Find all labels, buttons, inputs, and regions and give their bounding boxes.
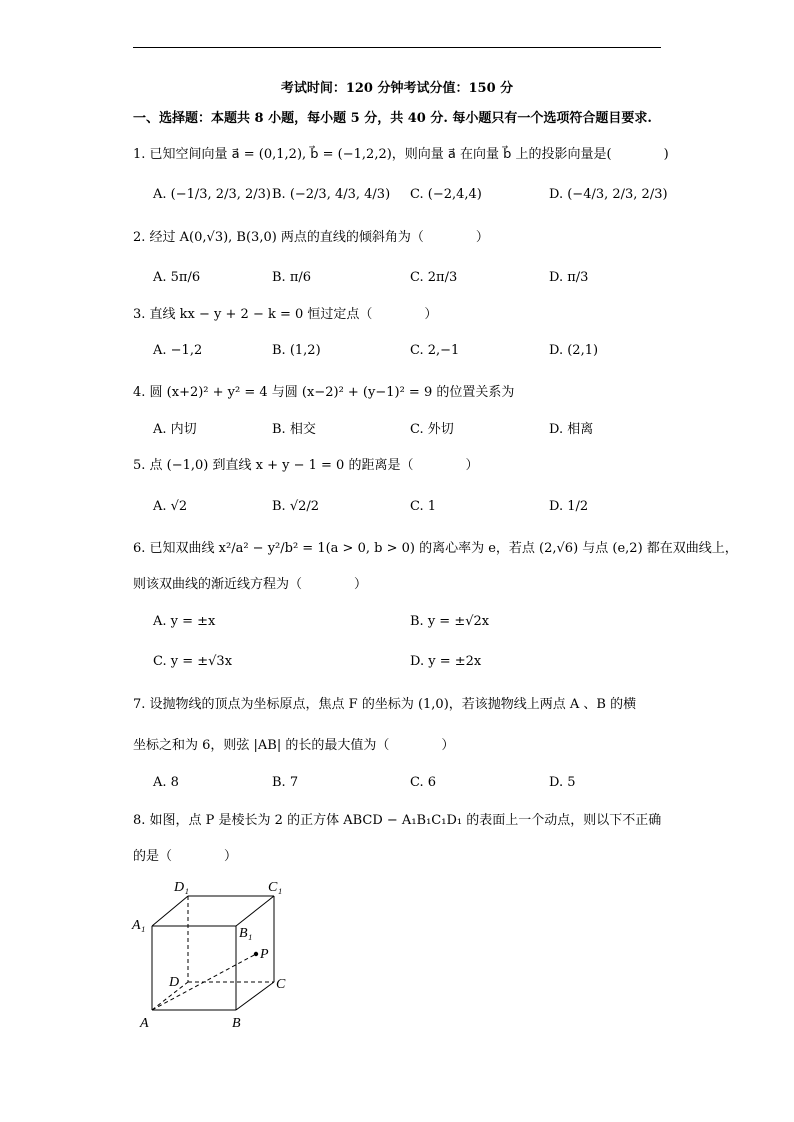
question-3-option-a: A. −1,2 <box>153 343 203 358</box>
question-4-option-d: D. 相离 <box>549 422 594 437</box>
question-2-option-d: D. π/3 <box>549 270 589 285</box>
question-1-stem: 1. 已知空间向量 a⃗ = (0,1,2), b⃗ = (−1,2,2)，则向量 a⃗ 在向量 b⃗ 上的投影向量是( ) <box>133 147 669 162</box>
question-7-option-a: A. 8 <box>153 775 179 790</box>
question-7-stem-cont: 坐标之和为 6，则弦 |AB| 的长的最大值为（ ） <box>133 738 455 753</box>
question-7-option-d: D. 5 <box>549 775 576 790</box>
label-c: C <box>276 977 286 992</box>
question-6-option-c: C. y = ±√3x <box>153 654 233 669</box>
question-4-option-b: B. 相交 <box>272 422 316 437</box>
question-6-option-b: B. y = ±√2x <box>410 614 490 629</box>
question-1-option-a: A. (−1/3, 2/3, 2/3) <box>153 187 271 202</box>
question-1-option-c: C. (−2,4,4) <box>410 187 482 202</box>
question-6-option-d: D. y = ±2x <box>410 654 482 669</box>
exam-header: 考试时间：120 分钟考试分值：150 分 <box>280 81 514 96</box>
section-title: 一、选择题：本题共 8 小题，每小题 5 分，共 40 分. 每小题只有一个选项符合题目要求. <box>133 111 652 126</box>
label-c1: C₁ <box>268 880 283 895</box>
question-2-stem: 2. 经过 A(0,√3), B(3,0) 两点的直线的倾斜角为（ ） <box>133 230 489 245</box>
question-4-option-c: C. 外切 <box>410 422 454 437</box>
cube-figure <box>128 874 308 1034</box>
question-1-option-b: B. (−2/3, 4/3, 4/3) <box>272 187 391 202</box>
question-7-stem: 7. 设抛物线的顶点为坐标原点，焦点 F 的坐标为 (1,0)，若该抛物线上两点 A 、B 的横 <box>133 697 637 712</box>
question-2-option-c: C. 2π/3 <box>410 270 458 285</box>
question-7-option-b: B. 7 <box>272 775 299 790</box>
question-8-stem: 8. 如图，点 P 是棱长为 2 的正方体 ABCD − A₁B₁C₁D₁ 的表面上一个动点，则以下不正确 <box>133 813 662 828</box>
question-7-option-c: C. 6 <box>410 775 437 790</box>
question-8-stem-cont: 的是（ ） <box>133 849 238 864</box>
top-rule <box>133 47 661 48</box>
label-a: A <box>140 1016 149 1031</box>
question-3-stem: 3. 直线 kx − y + 2 − k = 0 恒过定点（ ） <box>133 307 438 322</box>
question-1-option-d: D. (−4/3, 2/3, 2/3) <box>549 187 668 202</box>
edge-bc <box>236 982 274 1010</box>
edge-c1b1 <box>236 896 274 926</box>
question-3-option-b: B. (1,2) <box>272 343 321 358</box>
question-4-stem: 4. 圆 (x+2)² + y² = 4 与圆 (x−2)² + (y−1)² = 9 的位置关系为 <box>133 385 515 400</box>
question-5-stem: 5. 点 (−1,0) 到直线 x + y − 1 = 0 的距离是（ ） <box>133 458 479 473</box>
edge-a1d1 <box>152 896 188 926</box>
question-2-option-a: A. 5π/6 <box>153 270 201 285</box>
question-3-option-c: C. 2,−1 <box>410 343 460 358</box>
label-b1: B₁ <box>239 926 253 941</box>
question-6-stem-cont: 则该双曲线的渐近线方程为（ ） <box>133 577 368 592</box>
label-p: P <box>260 947 269 962</box>
question-4-option-a: A. 内切 <box>153 422 197 437</box>
question-2-option-b: B. π/6 <box>272 270 312 285</box>
question-5-option-a: A. √2 <box>153 499 188 514</box>
question-5-option-d: D. 1/2 <box>549 499 589 514</box>
label-b: B <box>232 1016 241 1031</box>
question-3-option-d: D. (2,1) <box>549 343 599 358</box>
point-p <box>254 952 258 956</box>
question-6-stem: 6. 已知双曲线 x²/a² − y²/b² = 1(a > 0, b > 0) 的离心率为 e，若点 (2,√6) 与点 (e,2) 都在双曲线上， <box>133 541 738 556</box>
question-5-option-b: B. √2/2 <box>272 499 320 514</box>
label-a1: A₁ <box>132 918 146 933</box>
question-5-option-c: C. 1 <box>410 499 437 514</box>
label-d1: D₁ <box>174 880 189 895</box>
question-6-option-a: A. y = ±x <box>153 614 216 629</box>
label-d: D <box>169 975 180 990</box>
